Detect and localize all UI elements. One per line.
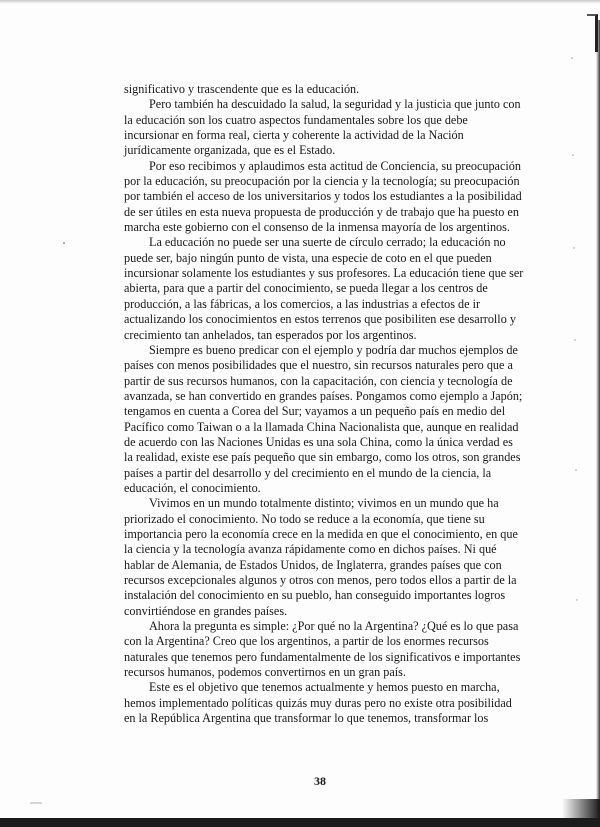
- paragraph: La educación no puede ser una suerte de círculo cerrado; la educación no puede ser, bajo ningún punto de vista, una especie de coto en el que pueden incursionar solamente los estudiantes y sus profesores. La educación tiene que ser abierta, para que a partir del conocimiento, se pueda llegar a los centros de producción, a las fábricas, a los comercios, a las industrias a efectos de ir actualizando los conocimientos en estos terrenos que posibiliten ese desarrollo y crecimiento tan anhelados, tan esperados por los argentinos.: [124, 235, 524, 342]
- page-number: 38: [314, 774, 326, 788]
- paragraph: Siempre es bueno predicar con el ejemplo y podría dar muchos ejemplos de países con menos posibilidades que el nuestro, sin recursos naturales pero que a partir de sus recursos humanos, con la capacitación, con ciencia y tecnología de avanzada, se han convertido en grandes países. Pongamos como ejemplo a Japón; tengamos en cuenta a Corea del Sur; vayamos a un pequeño país en medio del Pacífico como Taiwan o a la llamada China Nacionalista que, aunque en realidad de acuerdo con las Naciones Unidas es una sola China, como la única verdad es la realidad, existe ese país pequeño que sin embargo, como los otros, son grandes países a partir del desarrollo y del crecimiento en el mundo de la ciencia, la educación, el conocimiento.: [124, 342, 523, 495]
- paragraph: significativo y trascendente que es la educación.: [124, 82, 360, 96]
- paragraph: Este es el objetivo que tenemos actualmente y hemos puesto en marcha, hemos implementado políticas quizás muy duras pero no existe otra posibilidad en la República Argentina que transformar lo que tenemos, transformar los: [124, 680, 512, 726]
- paragraph: Por eso recibimos y aplaudimos esta actitud de Conciencia, su preocupación por la educación, su preocupación por la ciencia y la tecnología; su preocupación por también el acceso de los universitarios y todos los estudiantes a la posibilidad de ser útiles en esta nueva propuesta de producción y de trabajo que ha puesto en marcha este gobierno con el consenso de la inmensa mayoría de los argentinos.: [124, 158, 522, 235]
- paragraph: Ahora la pregunta es simple: ¿Por qué no la Argentina? ¿Qué es lo que pasa con la Argentina? Creo que los argentinos, a partir de los enormes recursos naturales que tenemos pero fundamentalmente de los significativos e importantes recursos humanos, podemos convertirnos en un gran país.: [124, 619, 521, 680]
- paragraph: Pero también ha descuidado la salud, la seguridad y la justicia que junto con la educación son los cuatro aspectos fundamentales sobre los que debe incursionar en forma real, cierta y coherente la actividad de la Nación jurídicamente organizada, que es el Estado.: [124, 97, 521, 158]
- body-text: [124, 82, 524, 726]
- paragraph: Vivimos en un mundo totalmente distinto; vivimos en un mundo que ha priorizado el conocimiento. No todo se reduce a la economía, que tiene su importancia pero la economía crece en la medida en que el conocimiento, en que la ciencia y la tecnología avanza rápidamente como en dichos países. Ni qué hablar de Alemania, de Estados Unidos, de Inglaterra, grandes países que con recursos excepcionales algunos y otros con menos, pero todos ellos a partir de la instalación del conocimiento en su pueblo, han conseguido importantes logros convirtiéndose en grandes países.: [124, 496, 518, 618]
